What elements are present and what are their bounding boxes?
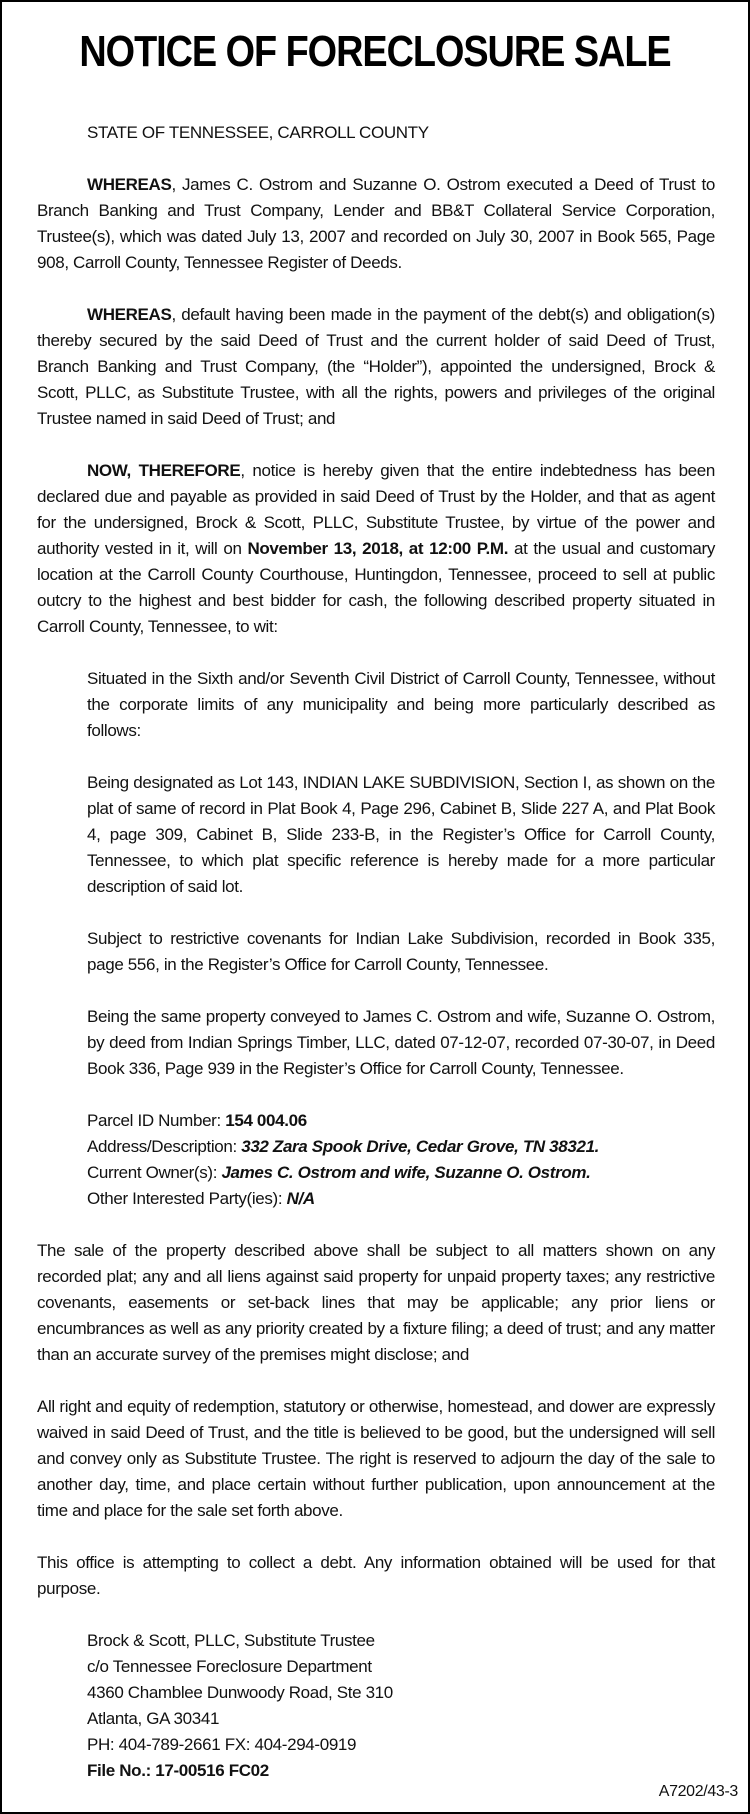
owner-line — [87, 1160, 715, 1186]
conditions-paragraph: The sale of the property described above shall be subject to all matters shown on any recorded plat; any and all liens against said property for unpaid property taxes; any restrictive covenants, easements or set-back lines that may be applicable; any prior liens or encumbrances as well as any priority created by a fixture filing; a deed of trust; and any matter than an accurate survey of the premises might disclose; and — [37, 1241, 715, 1364]
property-fields — [87, 1108, 715, 1212]
description-paragraph: Situated in the Sixth and/or Seventh Civil District of Carroll County, Tennessee, without the corporate limits of any municipality and being more particularly described as follows: — [87, 669, 715, 740]
parcel-id-value: 154 004.06 — [225, 1111, 307, 1130]
contact-line: Brock & Scott, PLLC, Substitute Trustee — [87, 1631, 375, 1650]
contact-line: c/o Tennessee Foreclosure Department — [87, 1657, 372, 1676]
other-parties-label: Other Interested Party(ies): — [87, 1189, 287, 1208]
address-line — [87, 1134, 715, 1160]
contact-phone-line: PH: 404-789-2661 FX: 404-294-0919 — [87, 1735, 357, 1754]
redemption-paragraph: All right and equity of redemption, statutory or otherwise, homestead, and dower are expressly waived in said Deed of Trust, and the title is believed to be good, but the undersigned will sell and convey only as Substitute Trustee. The right is reserved to adjourn the day of the sale to another day, time, and place certain without further publication, upon announcement at the time and place for the sale set forth above. — [37, 1397, 715, 1520]
description-paragraph: Being designated as Lot 143, INDIAN LAKE SUBDIVISION, Section I, as shown on the plat of same of record in Plat Book 4, Page 296, Cabinet B, Slide 227 A, and Plat Book 4, page 309, Cabinet B, Slide 233-B, in the Register’s Office for Carroll County, Tennessee, to which plat specific reference is hereby made for a more particular description of said lot. — [87, 773, 715, 896]
file-number: File No.: 17-00516 FC02 — [87, 1761, 269, 1780]
address-value: 332 Zara Spook Drive, Cedar Grove, TN 38321. — [241, 1137, 600, 1156]
whereas-paragraph-1 — [37, 172, 715, 276]
state-county-line: STATE OF TENNESSEE, CARROLL COUNTY — [87, 123, 429, 142]
whereas-lead: WHEREAS — [87, 175, 172, 194]
ad-code: A7202/43-3 — [658, 1783, 738, 1800]
description-paragraph: Being the same property conveyed to James C. Ostrom and wife, Suzanne O. Ostrom, by deed from Indian Springs Timber, LLC, dated 07-12-07, recorded 07-30-07, in Deed Book 336, Page 939 in the Register’s Office for Carroll County, Tennessee. — [87, 1007, 715, 1078]
contact-line: Atlanta, GA 30341 — [87, 1709, 220, 1728]
notice-title: NOTICE OF FORECLOSURE SALE — [79, 27, 671, 76]
other-parties-value: N/A — [286, 1189, 315, 1208]
owner-value: James C. Ostrom and wife, Suzanne O. Ostrom. — [221, 1163, 591, 1182]
now-therefore-lead: NOW, THEREFORE — [87, 461, 241, 480]
parcel-id-line — [87, 1108, 715, 1134]
parcel-id-label: Parcel ID Number: — [87, 1111, 226, 1130]
whereas-text: , default having been made in the payment of the debt(s) and obligation(s) thereby secured by the said Deed of Trust and the current holder of said Deed of Trust, Branch Banking and Trust Company, (the “Holder”), appointed the undersigned, Brock & Scott, PLLC, as Substitute Trustee, with all the rights, powers and privileges of the original Trustee named in said Deed of Trust; and — [37, 305, 715, 428]
now-therefore-text: at the usual and customary location at the Carroll County Courthouse, Huntingdon, Tennessee, proceed to sell at public outcry to the highest and best bidder for cash, the following described property situated in Carroll County, Tennessee, to wit: — [37, 539, 716, 636]
debt-collection-notice: This office is attempting to collect a debt. Any information obtained will be used for that purpose. — [37, 1553, 715, 1598]
description-paragraph: Subject to restrictive covenants for Indian Lake Subdivision, recorded in Book 335, page 556, in the Register’s Office for Carroll County, Tennessee. — [87, 929, 715, 974]
trustee-contact-block — [87, 1628, 715, 1784]
address-label: Address/Description: — [87, 1137, 242, 1156]
now-therefore-paragraph — [37, 458, 715, 640]
notice-body — [2, 120, 748, 1784]
contact-line: 4360 Chamblee Dunwoody Road, Ste 310 — [87, 1683, 393, 1702]
owner-label: Current Owner(s): — [87, 1163, 222, 1182]
property-description — [87, 666, 715, 1212]
whereas-text: , James C. Ostrom and Suzanne O. Ostrom executed a Deed of Trust to Branch Banking and Trust Company, Lender and BB&T Collateral Service Corporation, Trustee(s), which was dated July 13, 2007 and recorded on July 30, 2007 in Book 565, Page 908, Carroll County, Tennessee Register of Deeds. — [37, 175, 715, 272]
other-parties-line — [87, 1186, 715, 1212]
whereas-paragraph-2 — [37, 302, 715, 432]
now-therefore-text: , notice is hereby given that the entire indebtedness has been declared due and payable as provided in said Deed of Trust by the Holder, and that as agent for the undersigned, Brock & Scott, PLLC, Substitute Trustee, by virtue of the power and authority vested in it, will on — [37, 461, 715, 558]
whereas-lead: WHEREAS — [87, 305, 172, 324]
sale-date: November 13, 2018, at 12:00 P.M. — [247, 539, 509, 558]
